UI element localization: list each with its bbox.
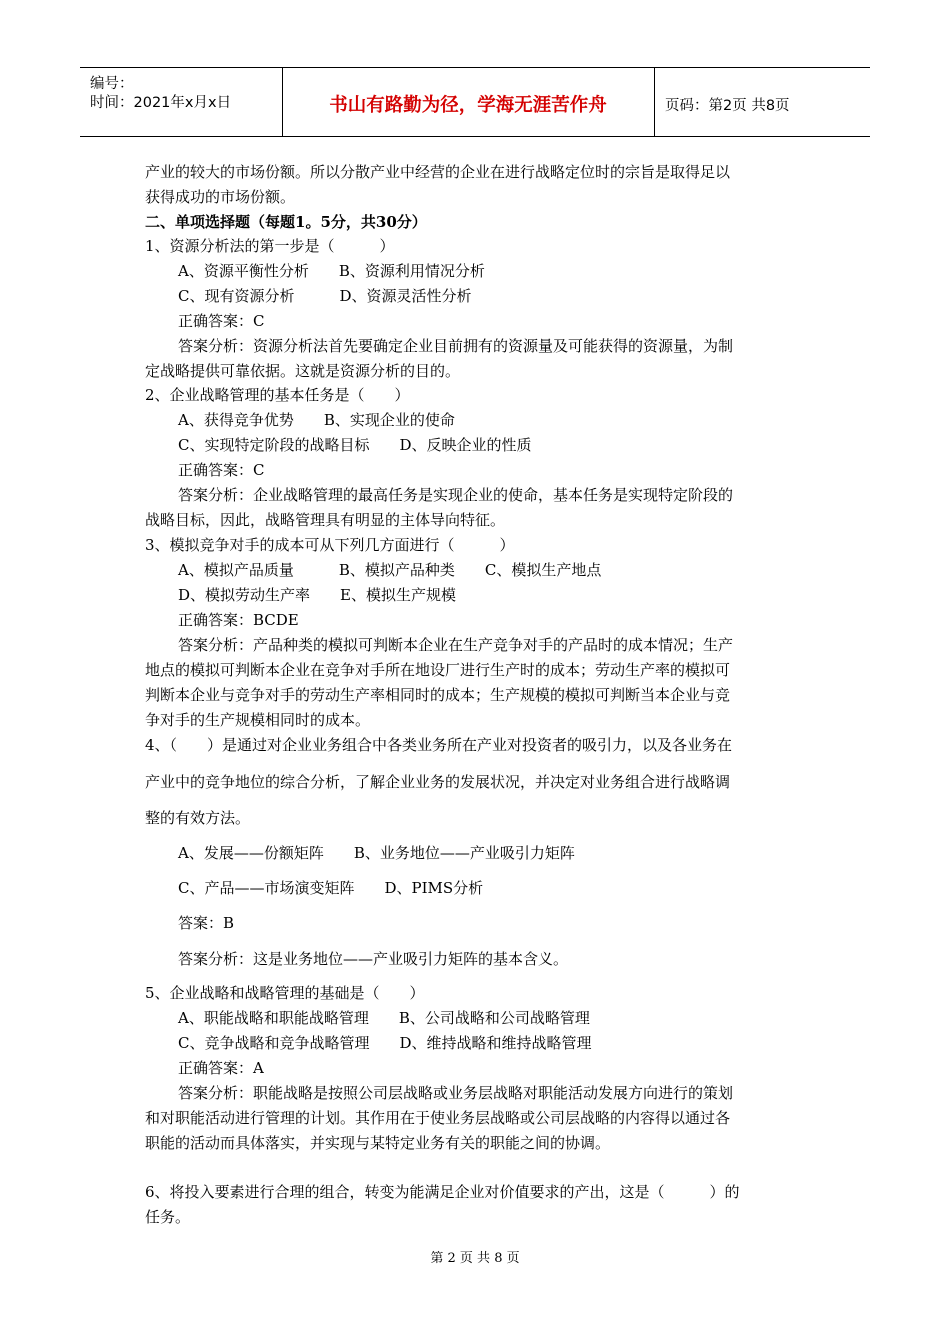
question-5-options: A、职能战略和职能战略管理 B、公司战略和公司战略管理: [178, 1009, 590, 1027]
intro-line: 获得成功的市场份额。: [145, 188, 296, 206]
question-1-stem: 1、资源分析法的第一步是（ ）: [145, 237, 395, 255]
document-code-label: 编号：: [90, 76, 134, 92]
intro-line: 产业的较大的市场份额。所以分散产业中经营的企业在进行战略定位时的宗旨是取得足以: [145, 163, 731, 181]
question-1-options: C、现有资源分析 D、资源灵活性分析: [178, 287, 472, 305]
question-3-options: A、模拟产品质量 B、模拟产品种类 C、模拟生产地点: [178, 561, 602, 579]
question-4-stem: 整的有效方法。: [145, 809, 251, 827]
question-4-answer: 答案：B: [178, 914, 235, 932]
question-6-stem: 6、将投入要素进行合理的组合，转变为能满足企业对价值要求的产出，这是（ ）的: [145, 1183, 740, 1201]
page-footer: 第 2 页 共 8 页: [430, 1251, 520, 1266]
question-3-stem: 3、模拟竞争对手的成本可从下列几方面进行（ ）: [145, 536, 515, 554]
question-3-options: D、模拟劳动生产率 E、模拟生产规模: [178, 586, 456, 604]
question-5-stem: 5、企业战略和战略管理的基础是（ ）: [145, 984, 425, 1002]
question-2-options: A、获得竞争优势 B、实现企业的使命: [178, 411, 455, 429]
question-1-answer: 正确答案：C: [178, 312, 265, 330]
question-4-stem: 4、（ ）是通过对企业业务组合中各类业务所在产业对投资者的吸引力，以及各业务在: [145, 736, 733, 754]
header-info-cell: [80, 68, 283, 136]
document-header: [80, 67, 870, 137]
header-page-cell: [655, 68, 870, 136]
question-2-analysis: 答案分析：企业战略管理的最高任务是实现企业的使命，基本任务是实现特定阶段的: [178, 486, 734, 504]
question-1-analysis: 定战略提供可靠依据。这就是资源分析的目的。: [145, 362, 461, 380]
header-motto: 书山有路勤为径，学海无涯苦作舟: [329, 95, 607, 116]
question-3-analysis: 判断本企业与竞争对手的劳动生产率相同时的成本；生产规模的模拟可判断当本企业与竞: [145, 686, 731, 704]
question-2-answer: 正确答案：C: [178, 461, 265, 479]
question-5-analysis: 答案分析：职能战略是按照公司层战略或业务层战略对职能活动发展方向进行的策划: [178, 1084, 734, 1102]
question-3-analysis: 地点的模拟可判断本企业在竞争对手所在地设厂进行生产时的成本；劳动生产率的模拟可: [145, 661, 731, 679]
question-4-options: A、发展——份额矩阵 B、业务地位——产业吸引力矩阵: [178, 844, 575, 862]
question-4-stem: 产业中的竞争地位的综合分析，了解企业业务的发展状况，并决定对业务组合进行战略调: [145, 773, 731, 791]
question-1-analysis: 答案分析：资源分析法首先要确定企业目前拥有的资源量及可能获得的资源量，为制: [178, 337, 734, 355]
question-3-answer: 正确答案：BCDE: [178, 611, 299, 629]
question-5-analysis: 和对职能活动进行管理的计划。其作用在于使业务层战略或公司层战略的内容得以通过各: [145, 1109, 731, 1127]
question-1-options: A、资源平衡性分析 B、资源利用情况分析: [178, 262, 485, 280]
header-page-label: 页码：第2页 共8页: [665, 98, 790, 114]
question-5-options: C、竞争战略和竞争战略管理 D、维持战略和维持战略管理: [178, 1034, 592, 1052]
question-2-analysis: 战略目标，因此，战略管理具有明显的主体导向特征。: [145, 511, 506, 529]
question-3-analysis: 答案分析：产品种类的模拟可判断本企业在生产竞争对手的产品时的成本情况；生产: [178, 636, 734, 654]
header-motto-cell: [282, 68, 655, 136]
section-title: 二、单项选择题（每题1。5分，共30分）: [145, 213, 427, 231]
question-6-stem: 任务。: [145, 1208, 191, 1226]
document-date-label: 时间：2021年x月x日: [90, 95, 232, 111]
question-4-analysis: 答案分析：这是业务地位——产业吸引力矩阵的基本含义。: [178, 950, 569, 968]
question-2-stem: 2、企业战略管理的基本任务是（ ）: [145, 386, 410, 404]
question-5-analysis: 职能的活动而具体落实，并实现与某特定业务有关的职能之间的协调。: [145, 1134, 611, 1152]
question-2-options: C、实现特定阶段的战略目标 D、反映企业的性质: [178, 436, 532, 454]
question-5-answer: 正确答案：A: [178, 1059, 264, 1077]
question-3-analysis: 争对手的生产规模相同时的成本。: [145, 711, 371, 729]
question-4-options: C、产品——市场演变矩阵 D、PIMS分析: [178, 879, 484, 897]
